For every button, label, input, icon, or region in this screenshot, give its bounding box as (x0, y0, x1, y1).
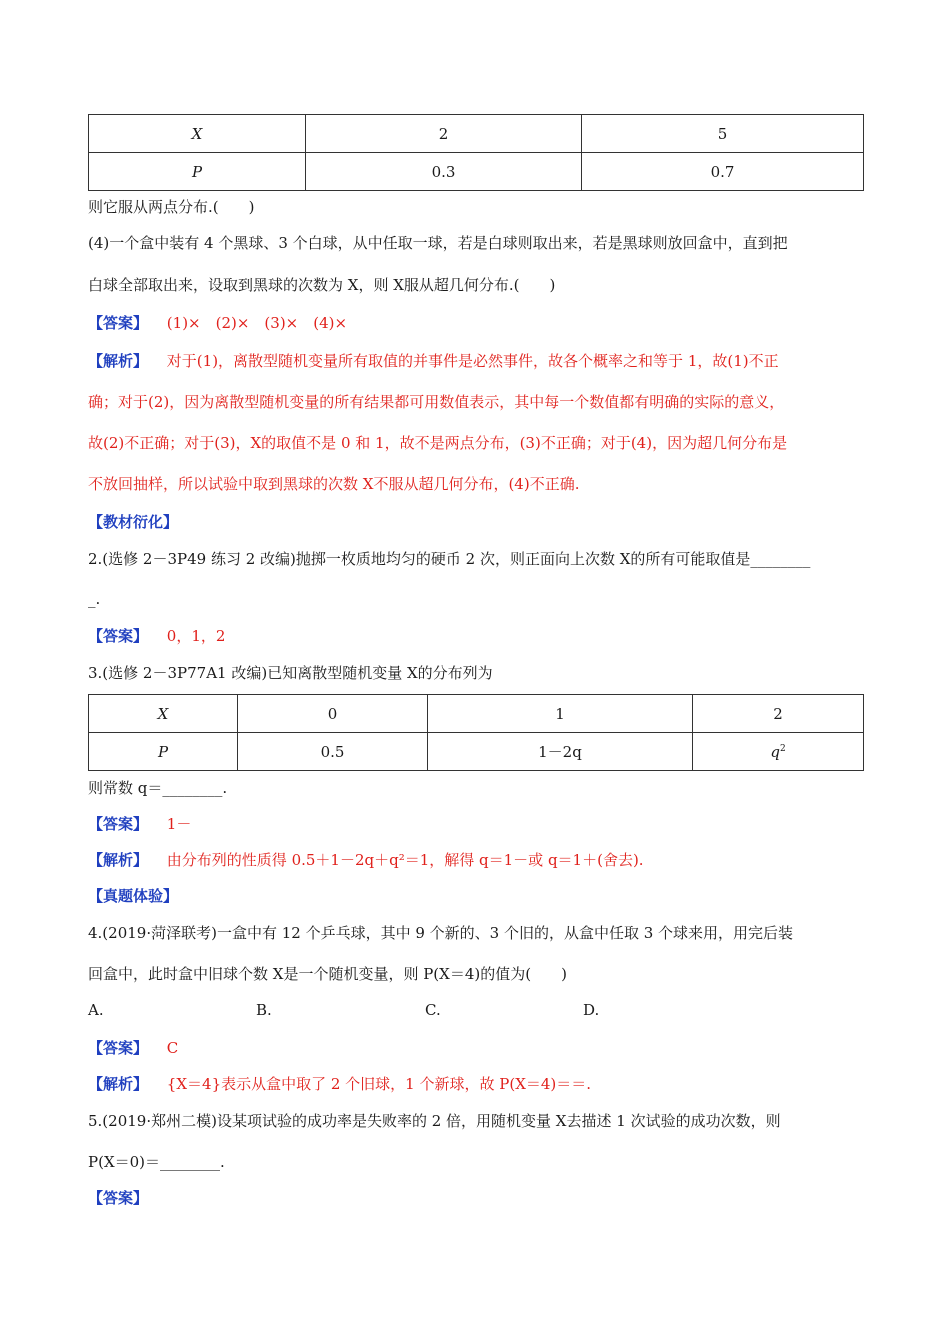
q4-line2: 白球全部取出来，设取到黑球的次数为 X，则 X服从超几何分布.( ) (88, 276, 556, 294)
answer-label: 【答案】 (88, 314, 149, 332)
answer-label: 【答案】 (88, 627, 149, 645)
table1-cell: 2 (306, 115, 582, 153)
table1-cell: X (89, 115, 306, 153)
explanation-text: 由分布列的性质得 0.5＋1－2q＋q²＝1，解得 q＝1－或 q＝1＋(舍去). (166, 851, 644, 869)
table2-cell: 0.5 (238, 733, 428, 771)
explanation-4 (88, 1073, 591, 1094)
answer-text: (1)× (2)× (3)× (4)× (166, 314, 348, 332)
q5-line2: P(X＝0)＝________. (88, 1153, 225, 1171)
q3-blank: 则常数 q＝________. (88, 779, 228, 797)
q3-line: 3.(选修 2－3P77A1 改编)已知离散型随机变量 X的分布列为 (88, 664, 493, 682)
table2-cell: X (89, 695, 238, 733)
option-b: B. (256, 1001, 272, 1019)
q4b-line1: 4.(2019·菏泽联考)一盒中有 12 个乒乓球，其中 9 个新的、3 个旧的，从盒中任取 3 个球来用，用完后装 (88, 924, 794, 942)
answer-text: 1－ (166, 815, 192, 833)
table2-cell (693, 733, 864, 771)
q4-line1: (4)一个盒中装有 4 个黑球、3 个白球，从中任取一球，若是白球则取出来，若是黑球则放回盒中，直到把 (88, 234, 788, 252)
explanation-text: 对于(1)，离散型随机变量所有取值的并事件是必然事件，故各个概率之和等于 1，故(1)不正 (166, 352, 779, 370)
section-heading-real-exam: 【真题体验】 (88, 887, 179, 905)
explanation-1-line4: 不放回抽样，所以试验中取到黑球的次数 X不服从超几何分布，(4)不正确. (88, 475, 580, 493)
explanation-1-line3: 故(2)不正确；对于(3)，X的取值不是 0 和 1，故不是两点分布，(3)不正确；对于(4)，因为超几何分布是 (88, 434, 788, 452)
distribution-table-1 (88, 114, 864, 191)
table2-cell: 2 (693, 695, 864, 733)
explanation-1-line2: 确；对于(2)，因为离散型随机变量的所有结果都可用数值表示，其中每一个数值都有明确的实际的意义， (88, 393, 785, 411)
answer-2 (88, 625, 225, 646)
answer-label: 【答案】 (88, 1039, 149, 1057)
table2-cell: 1 (428, 695, 693, 733)
explanation-label: 【解析】 (88, 352, 149, 370)
q5-line1: 5.(2019·郑州二模)设某项试验的成功率是失败率的 2 倍，用随机变量 X去描述 1 次试验的成功次数，则 (88, 1112, 781, 1130)
table2-cell: 0 (238, 695, 428, 733)
explanation-1-line1 (88, 350, 779, 371)
table1-cell: P (89, 153, 306, 191)
explanation-label: 【解析】 (88, 851, 149, 869)
table1-cell: 5 (582, 115, 864, 153)
option-a: A. (88, 1001, 104, 1019)
table1-cell: 0.7 (582, 153, 864, 191)
answer-label: 【答案】 (88, 815, 149, 833)
explanation-text: {X＝4}表示从盒中取了 2 个旧球，1 个新球，故 P(X＝4)＝＝. (166, 1075, 592, 1093)
q3-tail: 则它服从两点分布.( ) (88, 198, 255, 216)
answer-1 (88, 312, 347, 333)
q-symbol: q (770, 742, 780, 761)
option-d: D. (583, 1001, 600, 1019)
explanation-label: 【解析】 (88, 1075, 149, 1093)
answer-4 (88, 1037, 178, 1058)
option-c: C. (425, 1001, 441, 1019)
q2-line2: _. (88, 590, 101, 608)
answer-5-label: 【答案】 (88, 1189, 149, 1207)
answer-text: 0，1，2 (166, 627, 226, 645)
table2-cell: 1－2q (428, 733, 693, 771)
explanation-3 (88, 849, 644, 870)
exponent: 2 (779, 743, 786, 754)
distribution-table-2 (88, 694, 864, 771)
section-heading-textbook: 【教材衍化】 (88, 513, 179, 531)
q2-line1: 2.(选修 2－3P49 练习 2 改编)抛掷一枚质地均匀的硬币 2 次，则正面向上次数 X的所有可能取值是________ (88, 550, 811, 568)
answer-3 (88, 813, 191, 834)
answer-text: C (166, 1039, 179, 1057)
table2-cell: P (89, 733, 238, 771)
table1-cell: 0.3 (306, 153, 582, 191)
q4b-line2: 回盒中，此时盒中旧球个数 X是一个随机变量，则 P(X＝4)的值为( ) (88, 965, 567, 983)
